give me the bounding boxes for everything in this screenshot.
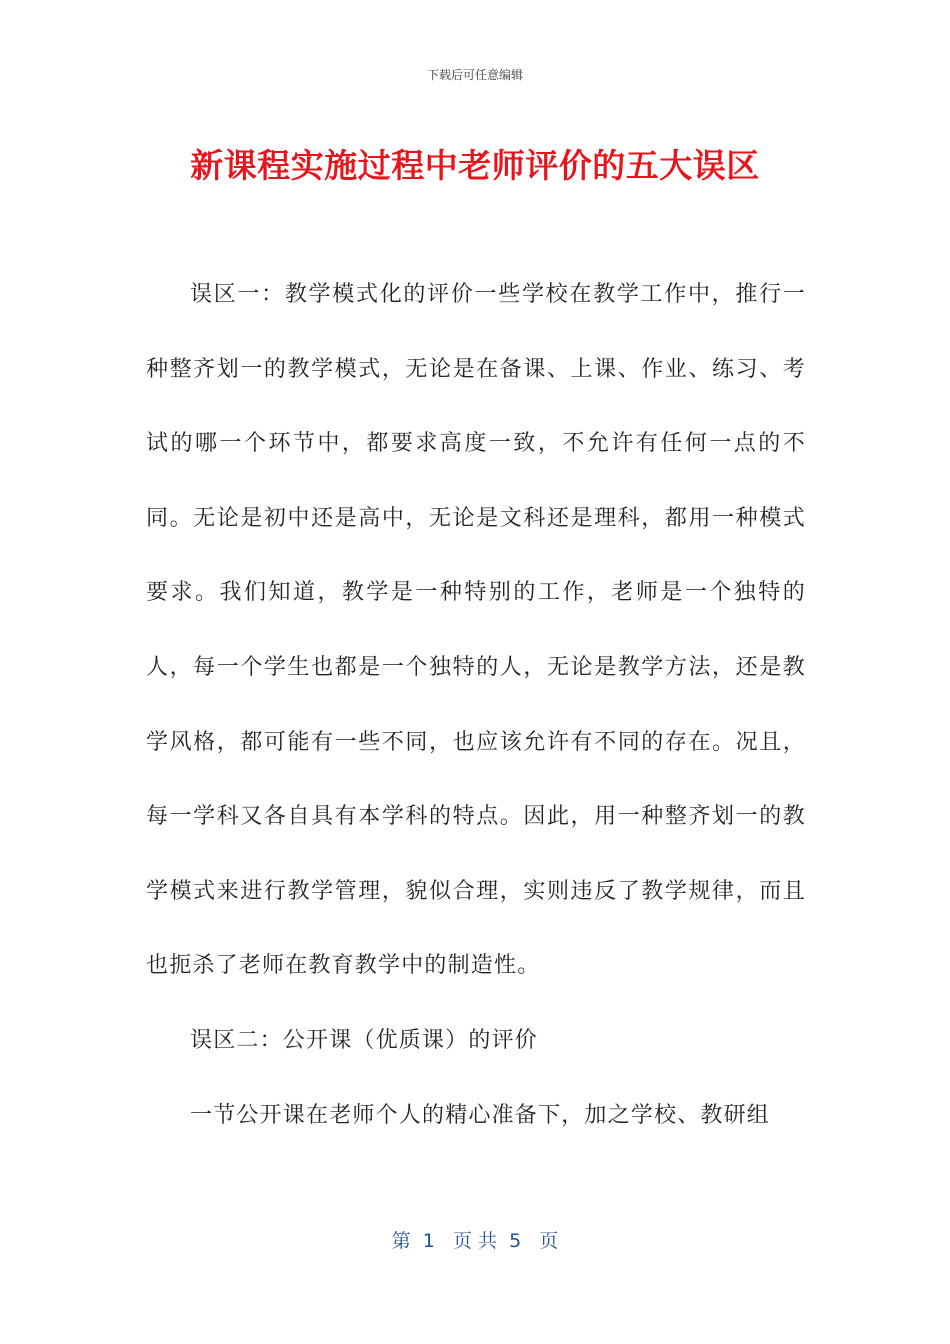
paragraph-3: 一节公开课在老师个人的精心准备下，加之学校、教研组 (190, 1102, 771, 1128)
paragraph-2: 误区二：公开课（优质课）的评价 (190, 1027, 539, 1053)
paragraph-1: 误区一：教学模式化的评价一些学校在教学工作中，推行一种整齐划一的教学模式，无论是在备课、上课、作业、练习、考试的哪一个环节中，都要求高度一致，不允许有任何一点的不同。无论是初中还是高中，无论是文科还是理科，都用一种模式要求。我们知道，教学是一种特别的工作，老师是一个独特的人，每一个学生也都是一个独特的人，无论是教学方法，还是教学风格，都可能有一些不同，也应该允许有不同的存在。况且，每一学科又各自具有本学科的特点。因此，用一种整齐划一的教学模式来进行教学管理，貌似合理，实则违反了教学规律，而且也扼杀了老师在教育教学中的制造性。 (146, 282, 806, 979)
page-footer: 第 1 页 共 5 页 (391, 1230, 559, 1252)
document-body (146, 258, 806, 1153)
header-note: 下载后可任意编辑 (426, 68, 523, 82)
document-title: 新课程实施过程中老师评价的五大误区 (190, 146, 760, 185)
